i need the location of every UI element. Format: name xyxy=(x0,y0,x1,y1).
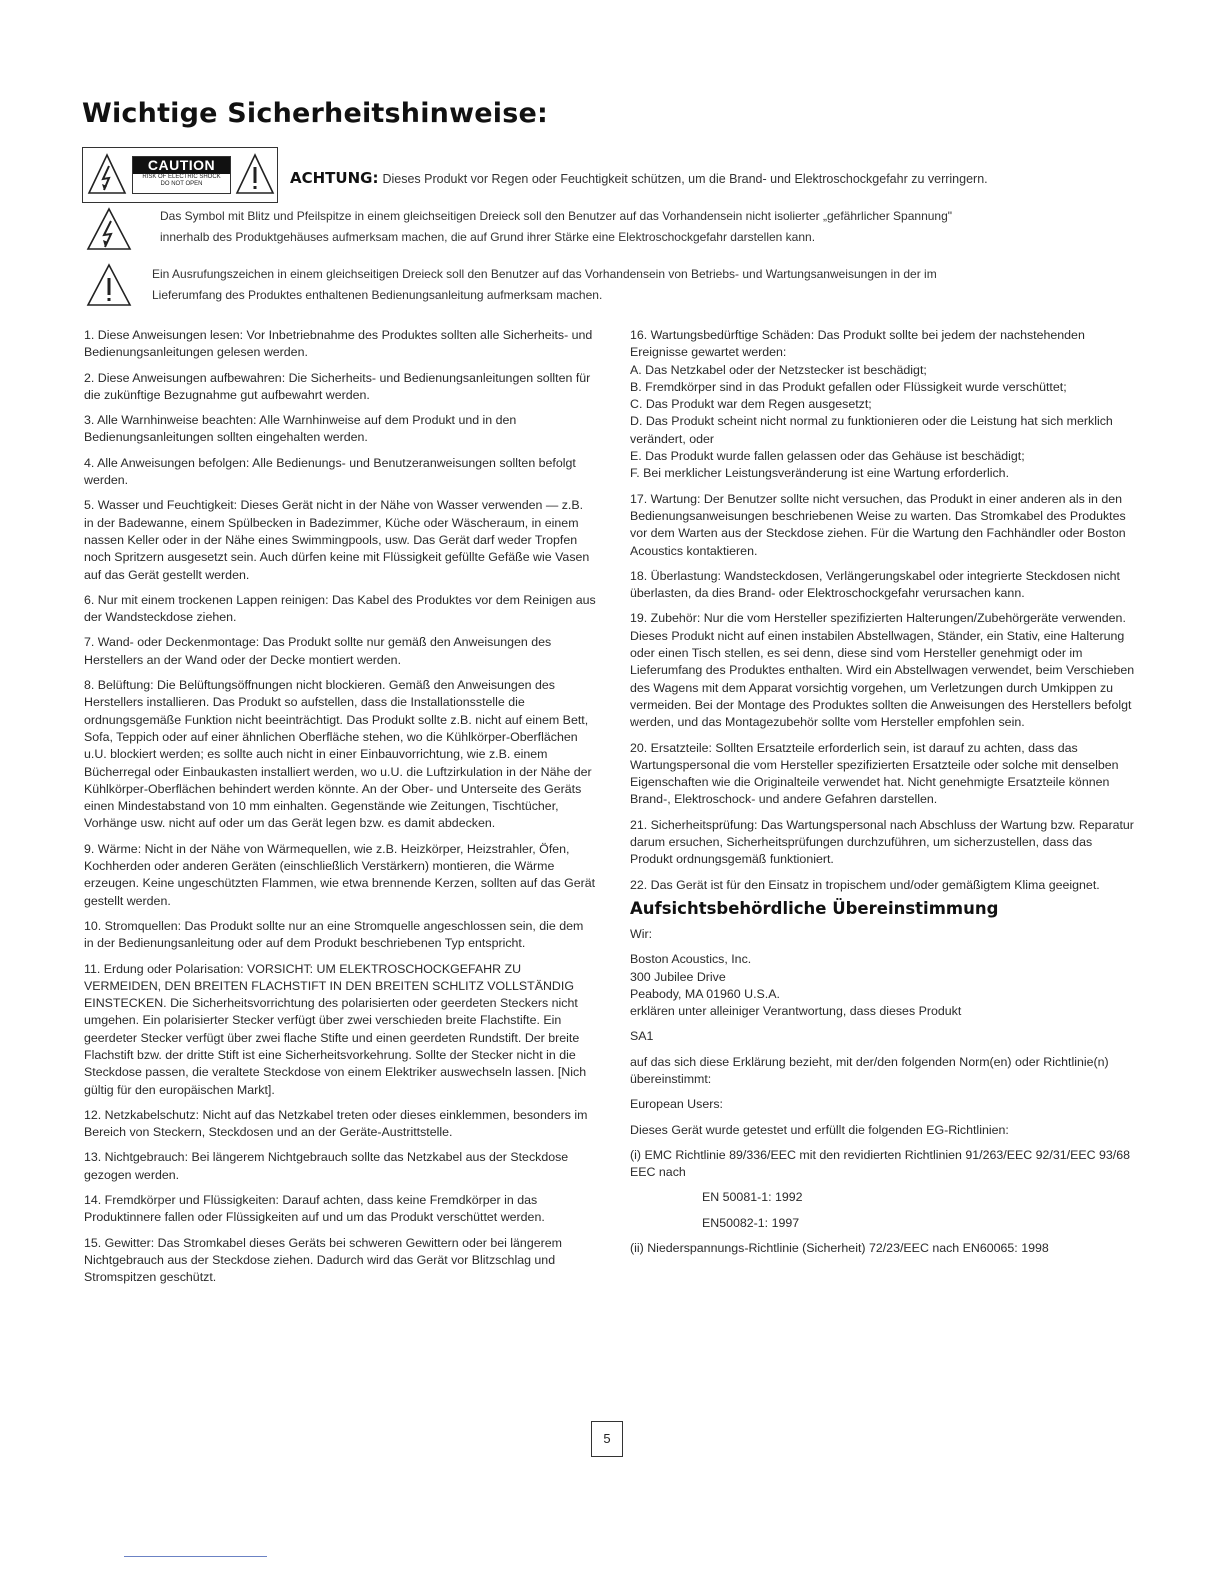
safety-item-18: 18. Überlastung: Wandsteckdosen, Verlängerungskabel oder integrierte Steckdosen nicht überlasten, da dies Brand- oder Elektroschockgefahr verursachen kann. xyxy=(630,568,1120,601)
damage-item-a: A. Das Netzkabel oder der Netzstecker ist beschädigt; xyxy=(630,362,927,377)
safety-item-2: 2. Diese Anweisungen aufbewahren: Die Sicherheits- und Bedienungsanleitungen sollten für die zukünftige Bezugnahme gut aufbewahrt werden. xyxy=(84,370,591,402)
safety-item-5: 5. Wasser und Feuchtigkeit: Dieses Gerät nicht in der Nähe von Wasser verwenden — z.B. in der Badewanne, einem Spülbecken in Badezimmer, Küche oder Wäscheraum, in einem nassen Keller oder in der Nähe eines Swimmingpools, usw. Das Gerät darf weder Tropfen noch Spritzern ausgesetzt sein. Auch dürfen keine mit Flüssigkeit gefüllte Gefäße wie Vasen auf das Gerät gestellt werden. xyxy=(84,498,590,582)
low-voltage-directive: (ii) Niederspannungs-Richtlinie (Sicherheit) 72/23/EEC nach EN60065: 1998 xyxy=(630,1241,1049,1256)
safety-item-22: 22. Das Gerät ist für den Einsatz in tropischem und/oder gemäßigtem Klima geeignet. xyxy=(630,877,1100,892)
caution-heading: CAUTION xyxy=(133,157,230,174)
caution-do-not-open: DO NOT OPEN xyxy=(160,181,203,187)
lightning-line-1: Das Symbol mit Blitz und Pfeilspitze in einem gleichseitigen Dreieck soll den Benutzer auf das Vorhandensein nicht isolierter „gefährlicher Spannung" xyxy=(160,209,953,223)
safety-item-10: 10. Stromquellen: Das Produkt sollte nur an eine Stromquelle angeschlossen sein, die dem in der Bedienungsanleitung oder auf dem Produkt beschriebenen Typ entspricht. xyxy=(84,918,584,951)
lightning-line-2: innerhalb des Produktgehäuses aufmerksam machen, die auf Grund ihrer Stärke eine Elektroschockgefahr darstellen kann. xyxy=(160,230,816,244)
page-number: 5 xyxy=(591,1421,623,1457)
exclamation-line-2: Lieferumfang des Produktes enthaltenen Bedienungsanleitung aufmerksam machen. xyxy=(152,288,603,302)
address-company: Boston Acoustics, Inc. xyxy=(630,952,752,967)
caution-sign xyxy=(132,156,231,194)
safety-item-12: 12. Netzkabelschutz: Nicht auf das Netzkabel treten oder dieses einklemmen, besonders im Bereich von Steckern, Steckdosen und an der Geräte-Austrittstelle. xyxy=(84,1107,588,1140)
safety-item-19: 19. Zubehör: Nur die vom Hersteller spezifizierten Halterungen/Zubehörgeräte verwenden. Dieses Produkt nicht auf einen instabilen Abstellwagen, Ständer, ein Stativ, eine Halterung oder einen Tisch stellen, es sei denn, diese sind vom Hersteller genehmigt oder im Lieferumfang des Produktes enthalten. Wird ein Abstellwagen verwendet, beim Verschieben des Wagens mit dem Apparat vorsichtig vorgehen, um Verletzungen durch Umkippen zu vermeiden. Bei der Montage des Produktes sollten die Anweisungen des Herstellers befolgt werden, und das Montagezubehör sollte vom Hersteller empfohlen sein. xyxy=(630,611,1135,730)
exclamation-symbol-description xyxy=(152,264,937,306)
exclamation-symbol-icon xyxy=(86,262,132,308)
exclamation-warning-icon xyxy=(235,152,275,196)
caution-label-box xyxy=(82,147,278,203)
achtung-label: ACHTUNG: xyxy=(290,169,379,187)
safety-item-4: 4. Alle Anweisungen befolgen: Alle Bedienungs- und Benutzeranweisungen sollten befolgt werden. xyxy=(84,455,576,488)
compliance-wir: Wir: xyxy=(630,926,653,941)
damage-item-c: C. Das Produkt war dem Regen ausgesetzt; xyxy=(630,397,872,412)
safety-item-1: 1. Diese Anweisungen lesen: Vor Inbetriebnahme des Produktes sollten alle Sicherheits- und Bedienungsanleitungen gelesen werden. xyxy=(84,328,593,360)
standard-en50081: EN 50081-1: 1992 xyxy=(702,1190,803,1205)
damage-item-b: B. Fremdkörper sind in das Produkt gefallen oder Flüssigkeit wurde verschüttet; xyxy=(630,379,1067,394)
safety-item-17: 17. Wartung: Der Benutzer sollte nicht versuchen, das Produkt in einer anderen als in den Bedienungsanweisungen beschriebenen Weise zu warten. Das Stromkabel des Produktes vor dem Warten aus der Steckdose ziehen. Für die Wartung den Fachhändler oder Boston Acoustics kontaktieren. xyxy=(630,491,1126,558)
safety-item-13: 13. Nichtgebrauch: Bei längerem Nichtgebrauch sollte das Netzkabel aus der Steckdose gezogen werden. xyxy=(84,1150,569,1182)
achtung-notice xyxy=(290,169,988,187)
emc-directive: (i) EMC Richtlinie 89/336/EEC mit den revidierten Richtlinien 91/263/EEC 92/31/EEC 93/68 EEC nach xyxy=(630,1147,1131,1180)
damage-item-f: F. Bei merklicher Leistungsveränderung ist eine Wartung erforderlich. xyxy=(630,466,1010,481)
damage-item-e: E. Das Produkt wurde fallen gelassen oder das Gehäuse ist beschädigt; xyxy=(630,449,1025,464)
safety-item-15: 15. Gewitter: Das Stromkabel dieses Geräts bei schweren Gewittern oder bei längerem Nichtgebrauch aus der Steckdose ziehen. Dadurch wird das Gerät vor Blitzschlag und Stromspitzen geschützt. xyxy=(84,1235,562,1285)
safety-item-14: 14. Fremdkörper und Flüssigkeiten: Darauf achten, dass keine Fremdkörper in das Produktinnere fallen oder Flüssigkeiten auf und um das Produkt verschüttet werden. xyxy=(84,1193,545,1225)
compliance-declaration: erklären unter alleiniger Verantwortung, dass dieses Produkt xyxy=(630,1004,962,1019)
address-city: Peabody, MA 01960 U.S.A. xyxy=(630,986,780,1001)
product-name: SA1 xyxy=(630,1029,654,1044)
safety-item-3: 3. Alle Warnhinweise beachten: Alle Warnhinweise auf dem Produkt und in den Bedienungsanleitungen sollten eingehalten werden. xyxy=(84,413,517,445)
directives-intro: Dieses Gerät wurde getestet und erfüllt die folgenden EG-Richtlinien: xyxy=(630,1122,1009,1137)
compliance-refers: auf das sich diese Erklärung bezieht, mit der/den folgenden Norm(en) oder Richtlinie(n) übereinstimmt: xyxy=(630,1054,1109,1086)
european-users: European Users: xyxy=(630,1097,723,1112)
caution-risk-text: RISK OF ELECTRIC SHOCK xyxy=(142,174,221,180)
lightning-symbol-icon xyxy=(86,206,132,252)
left-column xyxy=(84,327,596,1295)
safety-item-9: 9. Wärme: Nicht in der Nähe von Wärmequellen, wie z.B. Heizkörper, Heizstrahler, Öfen, Kochherden oder anderen Geräten (einschließlich Verstärkern) montieren, die Wärme erzeugen. Keine ungeschützten Flammen, wie etwa brennende Kerzen, sollten auf das Gerät gestellt werden. xyxy=(84,841,596,908)
lightning-warning-icon xyxy=(87,152,127,196)
safety-item-21: 21. Sicherheitsprüfung: Das Wartungspersonal nach Abschluss der Wartung bzw. Reparatur darum ersuchen, Sicherheitsprüfungen durchzuführen, um sicherzustellen, dass das Produkt ordnungsgemäß funktioniert. xyxy=(630,817,1134,867)
standard-en50082: EN50082-1: 1997 xyxy=(702,1215,800,1230)
safety-item-6: 6. Nur mit einem trockenen Lappen reinigen: Das Kabel des Produktes vor dem Reinigen aus der Wandsteckdose ziehen. xyxy=(84,592,596,625)
right-column xyxy=(630,327,1138,1265)
safety-item-20: 20. Ersatzteile: Sollten Ersatzteile erforderlich sein, ist darauf zu achten, dass das Wartungspersonal die vom Hersteller spezifizierten Ersatzteile oder solche mit denselben Eigenschaften wie die Originalteile verwendet hat. Nicht genehmigte Ersatzteile können Brand-, Elektroschock- und andere Gefahren darstellen. xyxy=(630,740,1119,807)
exclamation-line-1: Ein Ausrufungszeichen in einem gleichseitigen Dreieck soll den Benutzer auf das Vorhandensein von Betriebs- und Wartungsanweisungen in der im xyxy=(152,267,937,281)
damage-item-d: D. Das Produkt scheint nicht normal zu funktionieren oder die Leistung hat sich merklich verändert, oder xyxy=(630,414,1113,446)
safety-item-8: 8. Belüftung: Die Belüftungsöffnungen nicht blockieren. Gemäß den Anweisungen des Herstellers installieren. Das Produkt so aufstellen, dass die Installationsstelle die ordnungsgemäße Funktion nicht beeinträchtigt. Das Produkt sollte z.B. nicht auf einem Bett, Sofa, Teppich oder auf einer ähnlichen Oberfläche stehen, wo die Kühlkörper-Oberflächen u.U. blockiert werden; es sollte auch nicht in einer Einbauvorrichtung, wie z.B. einem Bücherregal oder Einbaukasten installiert werden, wo u.U. die Luftzirkulation in der Nähe der Kühlkörper-Oberflächen behindert werden könnte. An der Ober- und Unterseite des Geräts einen Mindestabstand von 10 mm einhalten. Gegenstände wie Zeitungen, Tischtücher, Vorhänge usw. nicht auf oder um das Gerät legen bzw. es damit abdecken. xyxy=(84,678,592,831)
address-street: 300 Jubilee Drive xyxy=(630,969,726,984)
safety-item-16-intro: 16. Wartungsbedürftige Schäden: Das Produkt sollte bei jedem der nachstehenden Ereignisse gewartet werden: xyxy=(630,328,1085,360)
lightning-symbol-description xyxy=(160,206,952,248)
page-title: Wichtige Sicherheitshinweise: xyxy=(82,98,548,129)
footer-rule xyxy=(124,1556,267,1557)
safety-item-7: 7. Wand- oder Deckenmontage: Das Produkt sollte nur gemäß den Anweisungen des Herstellers an der Wand oder der Decke montiert werden. xyxy=(84,635,552,667)
achtung-text: Dieses Produkt vor Regen oder Feuchtigkeit schützen, um die Brand- und Elektroschockgefahr zu verringern. xyxy=(382,172,988,186)
safety-item-11: 11. Erdung oder Polarisation: VORSICHT: UM ELEKTROSCHOCKGEFAHR ZU VERMEIDEN, DEN BREITEN FLACHSTIFT IN DEN BREITEN SCHLITZ VOLLSTÄNDIG EINSTECKEN. Die Sicherheitsvorrichtung des polarisierten oder geerdeten Steckers nicht umgehen. Ein polarisierter Stecker verfügt über zwei verschieden breite Flachstifte. Ein geerdeter Stecker verfügt über zwei flache Stifte und einen geerdeten Rundstift. Der breite Flachstift bzw. der dritte Stift ist eine Sicherheitsvorkehrung. Sollte der Stecker nicht in die Steckdose passen, die veraltete Steckdose von einem Elektriker auswechseln lassen. [Nich gültig für den europäischen Markt]. xyxy=(84,961,587,1097)
compliance-heading: Aufsichtsbehördliche Übereinstimmung xyxy=(630,898,999,918)
